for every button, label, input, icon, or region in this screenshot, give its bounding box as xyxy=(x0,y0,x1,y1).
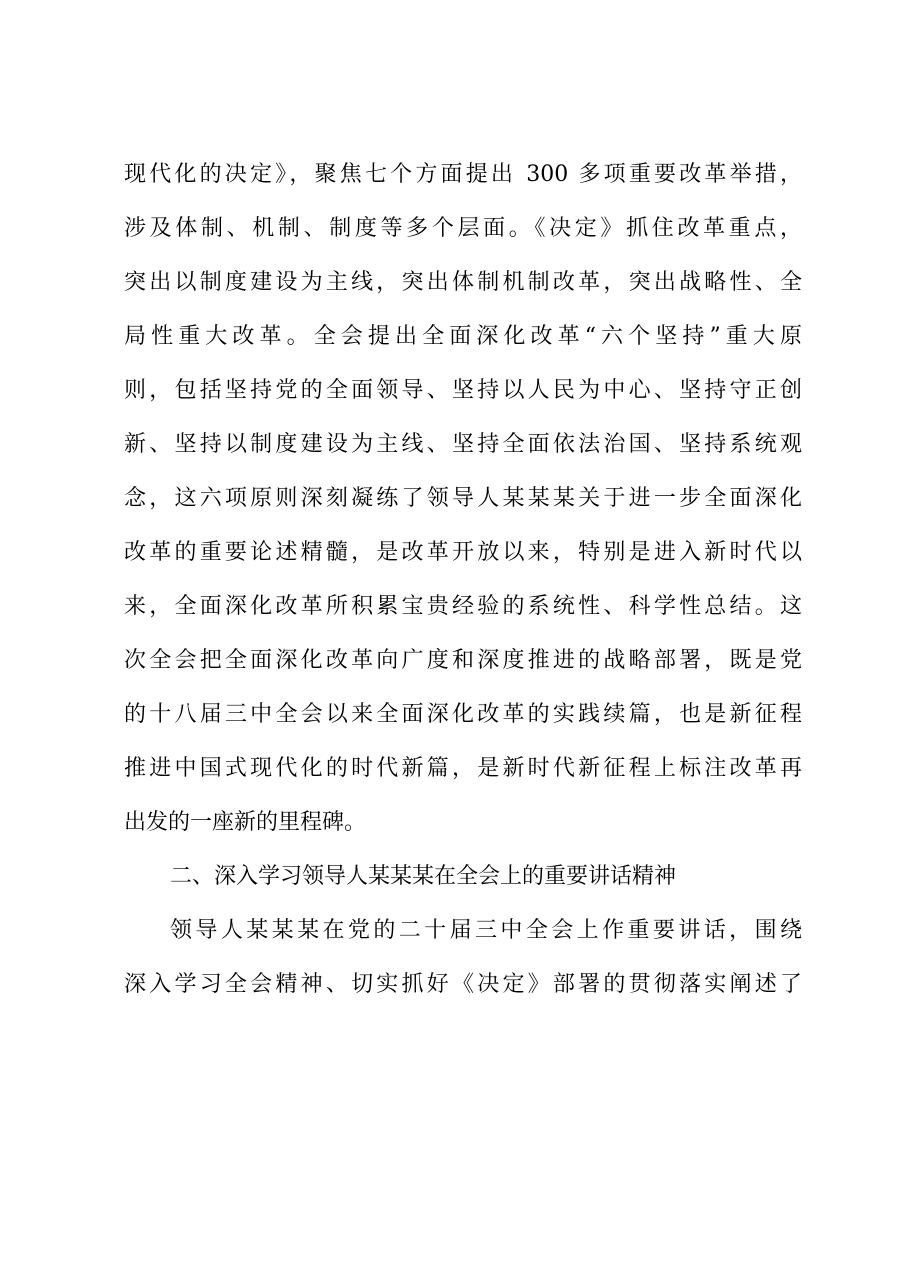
paragraph-1-line-3: 突出以制度建设为主线，突出体制机制改革，突出战略性、全 xyxy=(124,270,802,295)
paragraph-1-line-6: 新、坚持以制度建设为主线、坚持全面依法治国、坚持系统观 xyxy=(124,432,802,457)
paragraph-1-line-11: 的十八届三中全会以来全面深化改革的实践续篇，也是新征程 xyxy=(124,702,802,727)
paragraph-1-line-7: 念，这六项原则深刻凝练了领导人某某某关于进一步全面深化 xyxy=(124,486,802,511)
paragraph-2-line-2: 深入学习全会精神、切实抓好《决定》部署的贯彻落实阐述了 xyxy=(124,972,802,997)
paragraph-1-line-5: 则，包括坚持党的全面领导、坚持以人民为中心、坚持守正创 xyxy=(124,378,802,403)
paragraph-1-line-10: 次全会把全面深化改革向广度和深度推进的战略部署，既是党 xyxy=(124,648,802,673)
paragraph-1-line-2: 涉及体制、机制、制度等多个层面。《决定》抓住改革重点， xyxy=(124,216,802,241)
section-heading: 二、深入学习领导人某某某在全会上的重要讲话精神 xyxy=(170,864,677,889)
paragraph-1-line-13: 出发的一座新的里程碑。 xyxy=(124,810,367,835)
paragraph-1-line-8: 改革的重要论述精髓，是改革开放以来，特别是进入新时代以 xyxy=(124,540,802,565)
paragraph-1-line-1: 现代化的决定》，聚焦七个方面提出 300 多项重要改革举措， xyxy=(124,162,802,187)
paragraph-1-line-12: 推进中国式现代化的时代新篇，是新时代新征程上标注改革再 xyxy=(124,756,802,781)
paragraph-2-line-1: 领导人某某某在党的二十届三中全会上作重要讲话，围绕 xyxy=(170,918,802,943)
paragraph-1-line-9: 来，全面深化改革所积累宝贵经验的系统性、科学性总结。这 xyxy=(124,594,802,619)
paragraph-1-line-4: 局性重大改革。全会提出全面深化改革“六个坚持”重大原 xyxy=(124,324,802,349)
